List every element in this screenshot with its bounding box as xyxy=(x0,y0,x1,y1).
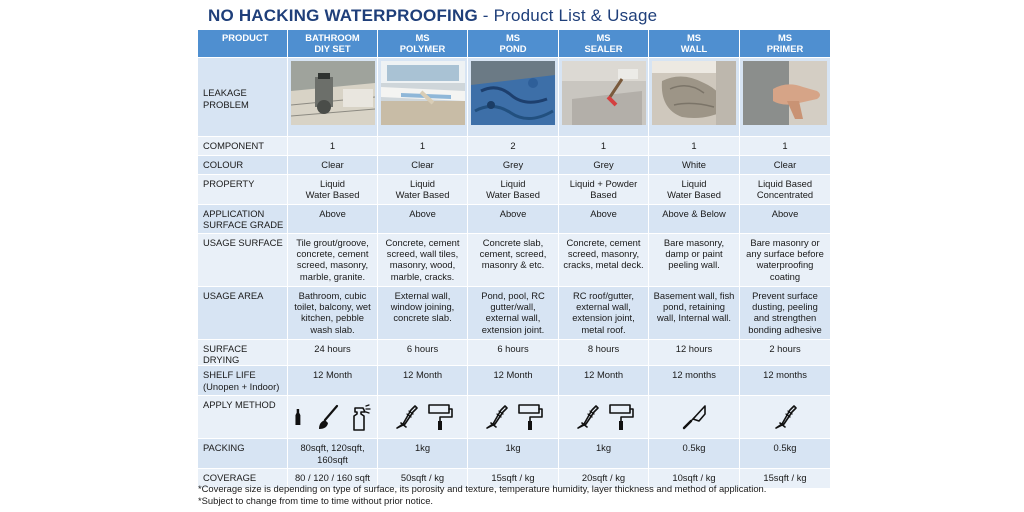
cell-value: Liquid Water Based xyxy=(649,175,740,205)
cell-value: Above xyxy=(740,205,831,234)
row-label: SHELF LIFE (Unopen + Indoor) xyxy=(198,366,288,396)
row-label: PROPERTY xyxy=(198,175,288,205)
header-col-3 xyxy=(559,30,649,58)
cell-value: 1 xyxy=(378,137,468,156)
cell-value: Liquid Water Based xyxy=(378,175,468,205)
cell-value: Liquid Based Concentrated xyxy=(740,175,831,205)
paint-roller-icon xyxy=(606,402,634,432)
apply-cell xyxy=(559,396,649,439)
photo-cell xyxy=(378,58,468,137)
leakage-label: LEAKAGE PROBLEM xyxy=(203,87,249,110)
cell-value: External wall, window joining, concrete slab. xyxy=(378,287,468,340)
cell-value: Prevent surface dusting, peeling and strengthen bonding adhesive xyxy=(740,287,831,340)
cell-value: 1kg xyxy=(559,439,649,469)
header-col-line1: MS xyxy=(777,32,793,43)
cell-value: Above xyxy=(559,205,649,234)
header-col-1 xyxy=(378,30,468,58)
cell-value: 15sqft / kg xyxy=(468,469,559,489)
apply-icons xyxy=(291,399,374,435)
header-row xyxy=(198,30,831,58)
row-label: APPLICATION SURFACE GRADE xyxy=(198,205,288,234)
cell-value: Pond, pool, RC gutter/wall, external wall, extension joint. xyxy=(468,287,559,340)
header-col-0 xyxy=(288,30,378,58)
cell-value: 50sqft / kg xyxy=(378,469,468,489)
cell-value: 80 / 120 / 160 sqft xyxy=(288,469,378,489)
header-col-4 xyxy=(649,30,740,58)
brush-icon xyxy=(315,402,341,432)
trowel-icon xyxy=(681,402,707,432)
cell-value: 12 Month xyxy=(559,366,649,396)
photo-cell xyxy=(288,58,378,137)
cell-value: 80sqft, 120sqft, 160sqft xyxy=(288,439,378,469)
cell-value: Above xyxy=(288,205,378,234)
header-product: PRODUCT xyxy=(198,30,288,58)
cell-value: 8 hours xyxy=(559,340,649,366)
photo-cell xyxy=(559,58,649,137)
cracked-wall-photo xyxy=(652,61,736,125)
cell-value: Tile grout/groove, concrete, cement screed, masonry, marble, granite. xyxy=(288,234,378,287)
row-label xyxy=(198,58,288,137)
row-leakage-problem xyxy=(198,58,831,137)
cell-value: White xyxy=(649,156,740,175)
row-label: COMPONENT xyxy=(198,137,288,156)
header-col-line2: DIY SET xyxy=(314,43,351,55)
paint-brush-icon xyxy=(483,402,509,432)
header-col-line1: MS xyxy=(505,32,521,43)
cell-value: Above xyxy=(468,205,559,234)
row-application-surface-grade xyxy=(198,205,831,234)
photo-cell xyxy=(468,58,559,137)
bottle-icon xyxy=(293,402,309,432)
cell-value: 1 xyxy=(740,137,831,156)
apply-icons xyxy=(743,399,827,435)
cell-value: 1 xyxy=(559,137,649,156)
cell-value: Bare masonry or any surface before waterproofing coating xyxy=(740,234,831,287)
cell-value: RC roof/gutter, external wall, extension joint, metal roof. xyxy=(559,287,649,340)
cell-value: 2 hours xyxy=(740,340,831,366)
cell-value: Clear xyxy=(288,156,378,175)
header-col-line1: MS xyxy=(596,32,611,43)
pond-photo xyxy=(471,61,555,125)
row-label: COLOUR xyxy=(198,156,288,175)
cell-value: 1 xyxy=(649,137,740,156)
row-surface-drying xyxy=(198,340,831,366)
header-col-5 xyxy=(740,30,831,58)
cell-value: Liquid Water Based xyxy=(468,175,559,205)
cell-value: 12 Month xyxy=(468,366,559,396)
cell-value: 1kg xyxy=(378,439,468,469)
paint-brush-icon xyxy=(574,402,600,432)
cell-value: Clear xyxy=(378,156,468,175)
row-label: USAGE SURFACE xyxy=(198,234,288,287)
page-title xyxy=(208,6,657,26)
roller-sealer-photo xyxy=(562,61,646,125)
cell-value: 20sqft / kg xyxy=(559,469,649,489)
cell-value: 12 months xyxy=(740,366,831,396)
cell-value: 12 hours xyxy=(649,340,740,366)
paint-brush-icon xyxy=(393,402,419,432)
cell-value: 6 hours xyxy=(468,340,559,366)
cell-value: 0.5kg xyxy=(740,439,831,469)
cell-value: 6 hours xyxy=(378,340,468,366)
paint-roller-icon xyxy=(425,402,453,432)
cell-value: Liquid + Powder Based xyxy=(559,175,649,205)
header-col-2 xyxy=(468,30,559,58)
cell-value: Concrete, cement screed, wall tiles, masonry, wood, marble, cracks. xyxy=(378,234,468,287)
header-col-line1: MS xyxy=(686,32,702,43)
row-label xyxy=(198,396,288,439)
window-sill-photo xyxy=(381,61,465,125)
paint-roller-icon xyxy=(515,402,543,432)
row-label: SURFACE DRYING xyxy=(198,340,288,366)
row-usage-area xyxy=(198,287,831,340)
header-col-line2: POND xyxy=(499,43,527,55)
apply-icons xyxy=(381,399,464,435)
cell-value: Bare masonry, damp or paint peeling wall. xyxy=(649,234,740,287)
hand-primer-photo xyxy=(743,61,827,125)
row-label: USAGE AREA xyxy=(198,287,288,340)
header-col-line2: PRIMER xyxy=(766,43,804,55)
cell-value: 0.5kg xyxy=(649,439,740,469)
apply-cell xyxy=(378,396,468,439)
row-label: PACKING xyxy=(198,439,288,469)
cell-value: Clear xyxy=(740,156,831,175)
cell-value: Concrete, cement screed, masonry, cracks, metal deck. xyxy=(559,234,649,287)
apply-icons xyxy=(471,399,555,435)
apply-cell xyxy=(649,396,740,439)
header-col-line1: BATHROOM xyxy=(305,32,360,43)
apply-icons xyxy=(562,399,645,435)
cell-value: 1kg xyxy=(468,439,559,469)
apply-cell xyxy=(468,396,559,439)
cell-value: Above & Below xyxy=(649,205,740,234)
cell-value: Basement wall, fish pond, retaining wall, Internal wall. xyxy=(649,287,740,340)
cell-value: 12 months xyxy=(649,366,740,396)
change-note: *Subject to change from time to time without prior notice. xyxy=(198,495,434,506)
row-label: COVERAGE xyxy=(198,469,288,489)
cell-value: Grey xyxy=(559,156,649,175)
header-col-line2: POLYMER xyxy=(399,43,446,55)
cell-value: 12 Month xyxy=(378,366,468,396)
header-col-line1: MS xyxy=(415,32,430,43)
title-rest: - Product List & Usage xyxy=(477,6,658,25)
photo-cell xyxy=(649,58,740,137)
cell-value: Grey xyxy=(468,156,559,175)
row-usage-surface xyxy=(198,234,831,287)
header-col-line2: SEALER xyxy=(584,43,623,55)
row-packing xyxy=(198,439,831,469)
product-table xyxy=(197,29,831,489)
photo-cell xyxy=(740,58,831,137)
apply-label: APPLY METHOD xyxy=(203,399,276,411)
paint-brush-icon xyxy=(772,402,798,432)
apply-icons xyxy=(652,399,736,435)
cell-value: Above xyxy=(378,205,468,234)
row-component xyxy=(198,137,831,156)
cell-value: Concrete slab, cement, screed, masonry & etc. xyxy=(468,234,559,287)
row-shelf-life-unopen-indoor xyxy=(198,366,831,396)
apply-cell xyxy=(288,396,378,439)
apply-cell xyxy=(740,396,831,439)
cell-value: 1 xyxy=(288,137,378,156)
header-col-line2: WALL xyxy=(680,43,708,55)
coverage-note: *Coverage size is depending on type of surface, its porosity and texture, temperature humidity, layer thickness and method of application. xyxy=(198,483,767,494)
row-apply-method xyxy=(198,396,831,439)
bathroom-tap-photo xyxy=(291,61,375,125)
row-property xyxy=(198,175,831,205)
cell-value: Liquid Water Based xyxy=(288,175,378,205)
cell-value: 15sqft / kg xyxy=(740,469,831,489)
cell-value: 2 xyxy=(468,137,559,156)
cell-value: 10sqft / kg xyxy=(649,469,740,489)
title-bold: NO HACKING WATERPROOFING xyxy=(208,6,478,25)
spray-bottle-icon xyxy=(347,402,373,432)
row-colour xyxy=(198,156,831,175)
cell-value: 12 Month xyxy=(288,366,378,396)
cell-value: 24 hours xyxy=(288,340,378,366)
cell-value: Bathroom, cubic toilet, balcony, wet kitchen, pebble wash slab. xyxy=(288,287,378,340)
